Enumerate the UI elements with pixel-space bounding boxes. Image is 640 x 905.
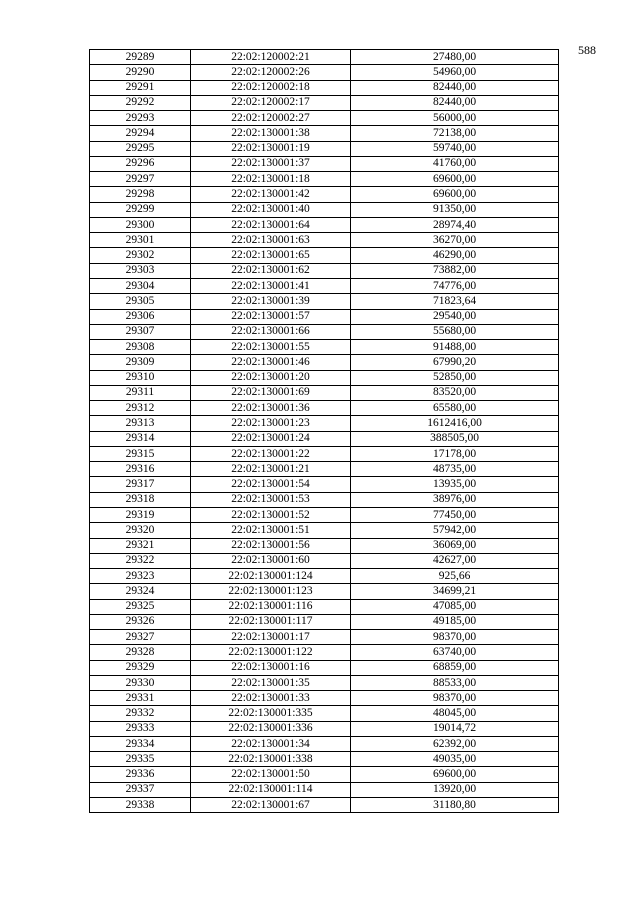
cadastral-number-cell: 22:02:130001:33 (191, 691, 351, 706)
page-number: 588 (578, 43, 596, 57)
table-row (90, 95, 559, 110)
cadastral-number-cell: 22:02:130001:69 (191, 385, 351, 400)
row-number-cell: 29329 (90, 660, 191, 675)
cadastral-number-cell: 22:02:120002:17 (191, 95, 351, 110)
row-number-cell: 29296 (90, 156, 191, 171)
table-row (90, 401, 559, 416)
row-number-cell: 29334 (90, 736, 191, 751)
row-number-cell: 29315 (90, 446, 191, 461)
value-cell: 38976,00 (351, 492, 559, 507)
row-number-cell: 29322 (90, 553, 191, 568)
value-cell: 31180,80 (351, 798, 559, 813)
value-cell: 72138,00 (351, 126, 559, 141)
table-row (90, 645, 559, 660)
value-cell: 74776,00 (351, 278, 559, 293)
cadastral-number-cell: 22:02:120002:27 (191, 111, 351, 126)
value-cell: 69600,00 (351, 187, 559, 202)
value-cell: 98370,00 (351, 691, 559, 706)
table-row (90, 553, 559, 568)
cadastral-number-cell: 22:02:130001:56 (191, 538, 351, 553)
table-row (90, 431, 559, 446)
value-cell: 54960,00 (351, 65, 559, 80)
value-cell: 57942,00 (351, 523, 559, 538)
table-row (90, 706, 559, 721)
cadastral-number-cell: 22:02:130001:40 (191, 202, 351, 217)
value-cell: 91488,00 (351, 340, 559, 355)
cadastral-number-cell: 22:02:130001:22 (191, 446, 351, 461)
table-row (90, 507, 559, 522)
cadastral-number-cell: 22:02:130001:18 (191, 172, 351, 187)
value-cell: 69600,00 (351, 172, 559, 187)
value-cell: 46290,00 (351, 248, 559, 263)
row-number-cell: 29331 (90, 691, 191, 706)
value-cell: 41760,00 (351, 156, 559, 171)
value-cell: 36270,00 (351, 233, 559, 248)
value-cell: 77450,00 (351, 507, 559, 522)
value-cell: 13920,00 (351, 782, 559, 797)
table-row (90, 798, 559, 813)
row-number-cell: 29308 (90, 340, 191, 355)
table-row (90, 187, 559, 202)
table-row (90, 385, 559, 400)
table-row (90, 599, 559, 614)
value-cell: 47085,00 (351, 599, 559, 614)
cadastral-number-cell: 22:02:130001:114 (191, 782, 351, 797)
cadastral-number-cell: 22:02:130001:51 (191, 523, 351, 538)
row-number-cell: 29311 (90, 385, 191, 400)
table-row (90, 782, 559, 797)
table-row (90, 294, 559, 309)
cadastral-number-cell: 22:02:130001:16 (191, 660, 351, 675)
row-number-cell: 29327 (90, 630, 191, 645)
row-number-cell: 29338 (90, 798, 191, 813)
row-number-cell: 29313 (90, 416, 191, 431)
value-cell: 52850,00 (351, 370, 559, 385)
row-number-cell: 29298 (90, 187, 191, 202)
cadastral-table (89, 49, 559, 813)
row-number-cell: 29333 (90, 721, 191, 736)
table-row (90, 65, 559, 80)
value-cell: 59740,00 (351, 141, 559, 156)
table-row (90, 736, 559, 751)
row-number-cell: 29310 (90, 370, 191, 385)
value-cell: 88533,00 (351, 675, 559, 690)
row-number-cell: 29318 (90, 492, 191, 507)
table-row (90, 248, 559, 263)
row-number-cell: 29306 (90, 309, 191, 324)
row-number-cell: 29330 (90, 675, 191, 690)
row-number-cell: 29336 (90, 767, 191, 782)
cadastral-number-cell: 22:02:130001:34 (191, 736, 351, 751)
cadastral-number-cell: 22:02:130001:64 (191, 217, 351, 232)
cadastral-number-cell: 22:02:130001:62 (191, 263, 351, 278)
cadastral-number-cell: 22:02:130001:338 (191, 752, 351, 767)
table-row (90, 263, 559, 278)
cadastral-number-cell: 22:02:130001:117 (191, 614, 351, 629)
cadastral-number-cell: 22:02:130001:57 (191, 309, 351, 324)
cadastral-number-cell: 22:02:130001:336 (191, 721, 351, 736)
table-row (90, 675, 559, 690)
table-row (90, 584, 559, 599)
value-cell: 62392,00 (351, 736, 559, 751)
row-number-cell: 29332 (90, 706, 191, 721)
cadastral-number-cell: 22:02:130001:23 (191, 416, 351, 431)
row-number-cell: 29292 (90, 95, 191, 110)
row-number-cell: 29295 (90, 141, 191, 156)
cadastral-number-cell: 22:02:130001:65 (191, 248, 351, 263)
table-row (90, 614, 559, 629)
cadastral-number-cell: 22:02:130001:53 (191, 492, 351, 507)
row-number-cell: 29319 (90, 507, 191, 522)
value-cell: 27480,00 (351, 50, 559, 65)
table-row (90, 50, 559, 65)
row-number-cell: 29328 (90, 645, 191, 660)
row-number-cell: 29337 (90, 782, 191, 797)
value-cell: 82440,00 (351, 80, 559, 95)
cadastral-number-cell: 22:02:130001:38 (191, 126, 351, 141)
value-cell: 34699,21 (351, 584, 559, 599)
table-row (90, 446, 559, 461)
row-number-cell: 29305 (90, 294, 191, 309)
table-row (90, 752, 559, 767)
cadastral-number-cell: 22:02:130001:123 (191, 584, 351, 599)
table-row (90, 538, 559, 553)
row-number-cell: 29300 (90, 217, 191, 232)
cadastral-number-cell: 22:02:130001:42 (191, 187, 351, 202)
value-cell: 83520,00 (351, 385, 559, 400)
row-number-cell: 29323 (90, 569, 191, 584)
value-cell: 13935,00 (351, 477, 559, 492)
table-row (90, 492, 559, 507)
value-cell: 19014,72 (351, 721, 559, 736)
cadastral-number-cell: 22:02:130001:24 (191, 431, 351, 446)
cadastral-number-cell: 22:02:130001:60 (191, 553, 351, 568)
table-row (90, 721, 559, 736)
cadastral-number-cell: 22:02:120002:21 (191, 50, 351, 65)
row-number-cell: 29324 (90, 584, 191, 599)
table-row (90, 202, 559, 217)
cadastral-number-cell: 22:02:130001:36 (191, 401, 351, 416)
value-cell: 55680,00 (351, 324, 559, 339)
value-cell: 925,66 (351, 569, 559, 584)
value-cell: 388505,00 (351, 431, 559, 446)
cadastral-number-cell: 22:02:130001:41 (191, 278, 351, 293)
cadastral-number-cell: 22:02:130001:17 (191, 630, 351, 645)
table-body (90, 50, 559, 813)
table-row (90, 767, 559, 782)
cadastral-number-cell: 22:02:130001:50 (191, 767, 351, 782)
cadastral-number-cell: 22:02:130001:124 (191, 569, 351, 584)
table-row (90, 233, 559, 248)
table-row (90, 630, 559, 645)
table-row (90, 111, 559, 126)
row-number-cell: 29325 (90, 599, 191, 614)
row-number-cell: 29301 (90, 233, 191, 248)
value-cell: 49185,00 (351, 614, 559, 629)
table-row (90, 477, 559, 492)
table-row (90, 309, 559, 324)
cadastral-number-cell: 22:02:130001:35 (191, 675, 351, 690)
row-number-cell: 29312 (90, 401, 191, 416)
table-row (90, 355, 559, 370)
row-number-cell: 29303 (90, 263, 191, 278)
table-row (90, 370, 559, 385)
row-number-cell: 29299 (90, 202, 191, 217)
cadastral-number-cell: 22:02:130001:66 (191, 324, 351, 339)
value-cell: 56000,00 (351, 111, 559, 126)
cadastral-number-cell: 22:02:130001:20 (191, 370, 351, 385)
row-number-cell: 29335 (90, 752, 191, 767)
value-cell: 91350,00 (351, 202, 559, 217)
table-row (90, 80, 559, 95)
value-cell: 73882,00 (351, 263, 559, 278)
cadastral-number-cell: 22:02:120002:26 (191, 65, 351, 80)
cadastral-number-cell: 22:02:130001:63 (191, 233, 351, 248)
value-cell: 68859,00 (351, 660, 559, 675)
row-number-cell: 29304 (90, 278, 191, 293)
table-row (90, 569, 559, 584)
table-row (90, 416, 559, 431)
row-number-cell: 29320 (90, 523, 191, 538)
row-number-cell: 29316 (90, 462, 191, 477)
table-row (90, 141, 559, 156)
value-cell: 48045,00 (351, 706, 559, 721)
value-cell: 69600,00 (351, 767, 559, 782)
value-cell: 63740,00 (351, 645, 559, 660)
table-row (90, 156, 559, 171)
value-cell: 71823,64 (351, 294, 559, 309)
cadastral-number-cell: 22:02:130001:19 (191, 141, 351, 156)
row-number-cell: 29291 (90, 80, 191, 95)
table-row (90, 523, 559, 538)
value-cell: 65580,00 (351, 401, 559, 416)
value-cell: 17178,00 (351, 446, 559, 461)
table-row (90, 660, 559, 675)
table-row (90, 126, 559, 141)
table-row (90, 217, 559, 232)
value-cell: 48735,00 (351, 462, 559, 477)
table-row (90, 324, 559, 339)
value-cell: 28974,40 (351, 217, 559, 232)
row-number-cell: 29302 (90, 248, 191, 263)
table-row (90, 278, 559, 293)
cadastral-number-cell: 22:02:130001:335 (191, 706, 351, 721)
value-cell: 36069,00 (351, 538, 559, 553)
row-number-cell: 29321 (90, 538, 191, 553)
row-number-cell: 29317 (90, 477, 191, 492)
table-row (90, 462, 559, 477)
row-number-cell: 29294 (90, 126, 191, 141)
cadastral-number-cell: 22:02:130001:55 (191, 340, 351, 355)
cadastral-number-cell: 22:02:130001:21 (191, 462, 351, 477)
table-row (90, 172, 559, 187)
table-row (90, 340, 559, 355)
cadastral-number-cell: 22:02:130001:116 (191, 599, 351, 614)
table-row (90, 691, 559, 706)
cadastral-number-cell: 22:02:130001:54 (191, 477, 351, 492)
row-number-cell: 29326 (90, 614, 191, 629)
row-number-cell: 29309 (90, 355, 191, 370)
row-number-cell: 29293 (90, 111, 191, 126)
row-number-cell: 29290 (90, 65, 191, 80)
value-cell: 42627,00 (351, 553, 559, 568)
cadastral-number-cell: 22:02:130001:52 (191, 507, 351, 522)
value-cell: 67990,20 (351, 355, 559, 370)
cadastral-number-cell: 22:02:130001:39 (191, 294, 351, 309)
row-number-cell: 29289 (90, 50, 191, 65)
value-cell: 98370,00 (351, 630, 559, 645)
value-cell: 82440,00 (351, 95, 559, 110)
row-number-cell: 29297 (90, 172, 191, 187)
cadastral-number-cell: 22:02:130001:122 (191, 645, 351, 660)
cadastral-number-cell: 22:02:120002:18 (191, 80, 351, 95)
cadastral-number-cell: 22:02:130001:37 (191, 156, 351, 171)
value-cell: 49035,00 (351, 752, 559, 767)
value-cell: 1612416,00 (351, 416, 559, 431)
cadastral-number-cell: 22:02:130001:46 (191, 355, 351, 370)
row-number-cell: 29314 (90, 431, 191, 446)
row-number-cell: 29307 (90, 324, 191, 339)
value-cell: 29540,00 (351, 309, 559, 324)
cadastral-number-cell: 22:02:130001:67 (191, 798, 351, 813)
